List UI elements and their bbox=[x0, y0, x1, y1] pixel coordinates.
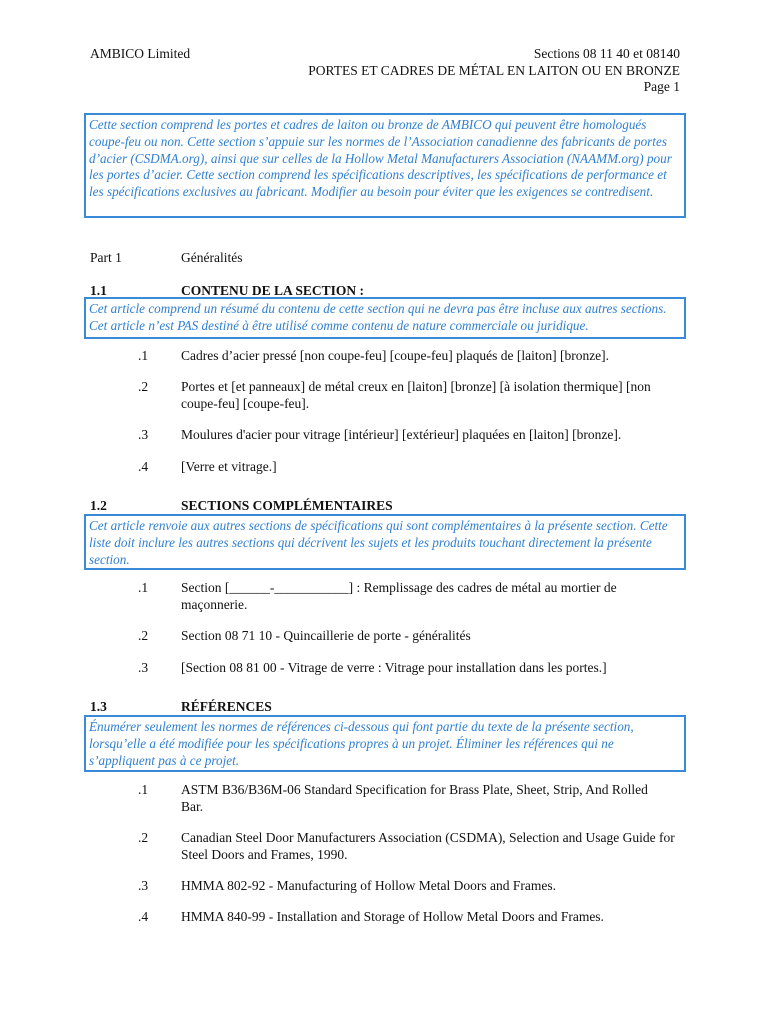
document-title: PORTES ET CADRES DE MÉTAL EN LAITON OU EN BRONZE bbox=[308, 62, 680, 78]
section-1-3-number: 1.3 bbox=[90, 699, 107, 714]
list-item: Moulures d'acier pour vitrage [intérieur] [extérieur] plaquées en [laiton] [bronze]. bbox=[181, 427, 622, 442]
list-item-number: .1 bbox=[138, 348, 149, 363]
list-item-number: .2 bbox=[138, 830, 149, 845]
section-numbers: Sections 08 11 40 et 08140 bbox=[533, 46, 680, 61]
list-item-number: .2 bbox=[138, 628, 149, 643]
list-item: Canadian Steel Door Manufacturers Association (CSDMA), Selection and Usage Guide for Steel Doors and Frames, 1990. bbox=[181, 830, 675, 862]
list-item: [Section 08 81 00 - Vitrage de verre : Vitrage pour installation dans les portes.] bbox=[181, 660, 607, 675]
list-item-number: .1 bbox=[138, 580, 149, 595]
section-1-2-number: 1.2 bbox=[90, 498, 107, 513]
section-1-2-note-text: Cet article renvoie aux autres sections de spécifications qui sont complémentaires à la présente section. Cette liste doit inclure les autres sections qui décrivent les sujets et les produits touchant directement la présente section. bbox=[89, 518, 668, 567]
list-item: [Verre et vitrage.] bbox=[181, 459, 277, 474]
list-item: ASTM B36/B36M-06 Standard Specification for Brass Plate, Sheet, Strip, And Rolled Bar. bbox=[181, 782, 648, 814]
list-item-number: .4 bbox=[138, 909, 149, 924]
section-1-2-title: SECTIONS COMPLÉMENTAIRES bbox=[181, 498, 393, 513]
list-item: HMMA 840-99 - Installation and Storage of Hollow Metal Doors and Frames. bbox=[181, 909, 604, 924]
list-item: Cadres d’acier pressé [non coupe-feu] [coupe-feu] plaqués de [laiton] [bronze]. bbox=[181, 348, 610, 363]
part-title: Généralités bbox=[181, 250, 243, 265]
section-1-1-number: 1.1 bbox=[90, 283, 107, 298]
header-right bbox=[308, 46, 680, 96]
list-item-number: .1 bbox=[138, 782, 149, 797]
section-1-1-title: CONTENU DE LA SECTION : bbox=[181, 283, 365, 298]
list-item-number: .4 bbox=[138, 459, 149, 474]
list-item: Portes et [et panneaux] de métal creux en [laiton] [bronze] [à isolation thermique] [non coupe-feu] [coupe-feu]. bbox=[181, 379, 651, 411]
list-item-number: .3 bbox=[138, 427, 149, 442]
section-1-2-note bbox=[84, 514, 686, 570]
part-number: Part 1 bbox=[90, 250, 122, 265]
section-1-3-note bbox=[84, 715, 686, 772]
list-item: Section 08 71 10 - Quincaillerie de porte - généralités bbox=[181, 628, 471, 643]
list-item: HMMA 802-92 - Manufacturing of Hollow Metal Doors and Frames. bbox=[181, 878, 556, 893]
intro-note-text: Cette section comprend les portes et cadres de laiton ou bronze de AMBICO qui peuvent être homologués coupe-feu ou non. Cette section s’appuie sur les normes de l’Association canadienne des fabricants de portes d’acier (CSDMA.org), ainsi que sur celles de la Hollow Metal Manufacturers Association (NAAMM.org) pour les portes d’acier. Cette section comprend les spécifications descriptives, les spécifications de performance et les spécifications exclusives au fabricant. Modifier au besoin pour éviter que les exigences se contredisent. bbox=[89, 117, 672, 200]
section-1-3-note-text: Énumérer seulement les normes de références ci-dessous qui font partie du texte de la présente section, lorsqu’elle a été modifiée pour les spécifications propres à un projet. Éliminer les références qui ne s’appliquent pas à ce projet. bbox=[89, 719, 634, 768]
intro-note bbox=[84, 113, 686, 218]
company-name: AMBICO Limited bbox=[90, 46, 191, 61]
list-item-number: .3 bbox=[138, 878, 149, 893]
page-number: Page 1 bbox=[643, 79, 680, 94]
section-1-1-note-text: Cet article comprend un résumé du contenu de cette section qui ne devra pas être incluse aux autres sections. Cet article n’est PAS destiné à être utilisé comme contenu de nature commerciale ou juridique. bbox=[89, 301, 667, 333]
list-item-number: .2 bbox=[138, 379, 149, 394]
section-1-3-title: RÉFÉRENCES bbox=[181, 699, 272, 714]
list-item-number: .3 bbox=[138, 660, 149, 675]
section-1-1-note bbox=[84, 297, 686, 339]
list-item: Section [______-___________] : Remplissage des cadres de métal au mortier de maçonnerie. bbox=[181, 580, 617, 612]
